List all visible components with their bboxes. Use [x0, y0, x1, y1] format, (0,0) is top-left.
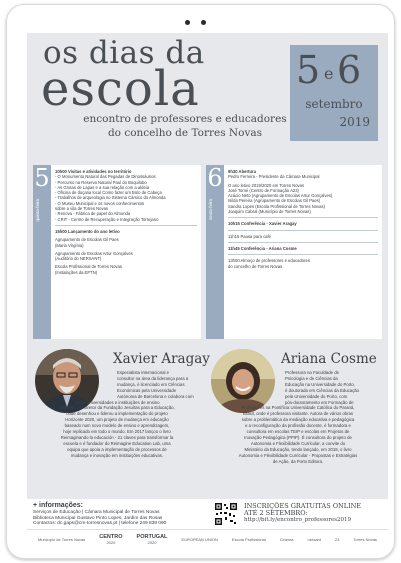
logo-caption: 23: [334, 537, 340, 542]
bio-line: sobre a problemática da mediação educativa e pedagógica: [241, 417, 355, 423]
logo-caption: EUROPEAN UNION: [181, 537, 218, 542]
camera-dot: [185, 20, 190, 25]
schedule-body: [228, 169, 378, 269]
schedule-line: Agrupamento de Escolas Gil Paes: [55, 237, 119, 243]
schedule-line: - O Museu Municipal e os novos conhecimentos: [55, 200, 145, 206]
schedule-day5: [33, 165, 201, 339]
bio-line: Professores na Pontifícia Universidade Católica do Paraná,: [241, 405, 355, 411]
day-strip: [33, 165, 51, 339]
sponsor-logo: [335, 538, 339, 542]
logo-caption: nersant: [307, 537, 321, 542]
logo-caption: Escola Profissional: [231, 537, 266, 542]
schedule-line: Acácio Neto (Agrupamento de Escolas Artur Gonçalves): [228, 193, 333, 199]
registration-text: INSCRIÇÕES GRATUITAS ONLINE: [244, 502, 362, 510]
bio-line: mudança e inovação em instituições educativas.: [70, 452, 164, 458]
bio-line: pela Universidade do Porto, com: [285, 393, 348, 399]
sponsor-logo: [280, 538, 294, 542]
bio-line: onde desenhou e liderou a implementação do projeto: [66, 411, 168, 417]
date-conj: e: [324, 64, 334, 83]
bio-line: Autonomia e Flexibilidade Curricular, a convite do: [250, 440, 346, 446]
bio-line: Ministério da Educação, tendo lançado, em 2018, o livro: [244, 446, 352, 452]
schedule-line: - Percurso na Reserva Natural Paul do Boquilobo: [55, 179, 147, 185]
bio-line: equipa que apoia a implementação de processos de: [67, 446, 167, 452]
schedule-line: Escola Profissional de Torres Novas: [55, 264, 122, 270]
bio-line: baseado num novo modelo de ensino e aprendizagem,: [64, 423, 170, 429]
sponsor-logo: [353, 538, 377, 542]
date-day1: 5: [296, 48, 321, 92]
bio-line: Professora na Faculdade de: [285, 370, 339, 375]
logo-caption: Município de Torres Novas: [38, 537, 86, 542]
poster-subtitle: [65, 113, 305, 140]
schedule-line: 10h00 Visitas e atividades no território: [55, 169, 132, 174]
sponsor-logo: [232, 538, 266, 542]
bio-line: pós-doutoramento em Formação de: [285, 399, 354, 405]
date-day2: 6: [337, 48, 362, 92]
schedule-line: (Auditório do NERSANT): [55, 256, 102, 262]
camera-dot: [201, 20, 206, 25]
bio-line: e a reconfiguração da profissão docente, é formadora e: [245, 423, 351, 429]
schedule-line: 13h00 Almoço de professores e educadores: [228, 254, 378, 263]
schedule-line: - Renova - Fábrica de papel do Almonda: [55, 211, 131, 217]
info-line[interactable]: Contactos: dc.gaps@cm-torresnovas.pt | telefone 249 839 090: [33, 521, 167, 527]
schedule-line: sobre a vila de Torres Novas: [55, 206, 108, 212]
bio-line: de Ação, da Porto Editora.: [272, 458, 324, 464]
logo-caption: 2020: [147, 539, 157, 545]
day-number: 5: [34, 164, 50, 192]
qr-code-icon[interactable]: [214, 502, 238, 526]
bio-line: é doutorada em Ciências da Educação: [285, 387, 360, 393]
schedule-line: - O Monumento Natural das Pegadas de Dinossáurios: [55, 174, 156, 180]
logo-label: PORTUGAL: [136, 534, 168, 541]
date-box: [290, 45, 378, 141]
speaker-name: Ariana Cosme: [281, 351, 377, 367]
bio-line: Brasil, onde é professora visitante. Autora de vários obras: [242, 411, 354, 417]
info-line: Biblioteca Municipal Gustavo Pinto Lopes, Jardim das Rosas: [33, 515, 163, 521]
speaker-ariana: [207, 345, 388, 493]
schedule-line: (Instalações da EPTN): [55, 269, 98, 275]
schedule-line: Agrupamento de Escolas Artur Gonçalves: [55, 250, 133, 256]
schedule-line: O ano letivo 2019/2020 em Torres Novas: [228, 182, 305, 188]
speaker-bio: [31, 370, 203, 459]
poster-title-line2: escola: [41, 61, 200, 117]
bio-line: Económicas pela Universidade: [117, 387, 176, 393]
contact-block: [33, 502, 166, 527]
sponsor-logos: [27, 529, 388, 550]
bio-line: Horizonte 2020, um projeto de mudança em educação: [65, 417, 169, 423]
day-strip: [206, 165, 224, 339]
logo-caption: 2020: [106, 539, 116, 545]
schedule-line: - Oficina de doçaria local Como fazer um Bolo de Cabeça: [55, 190, 162, 196]
schedule-line: 11h45 Conferência - Ariana Cosme: [228, 242, 378, 251]
bio-line: Especialista internacional e: [117, 370, 170, 375]
schedule-line: Sandra Lopes (Escola Profissional de Torres Novas): [228, 203, 325, 209]
subtitle-line: encontro de professores e educadores: [83, 113, 287, 125]
schedule-line: (Maria Virgínia): [55, 242, 84, 248]
bio-line: escuela e é fundador do Reimagine Education Lab, uma: [63, 440, 171, 446]
sponsor-logo: [308, 538, 321, 542]
speaker-name: Xavier Aragay: [113, 351, 210, 367]
date-month: setembro: [305, 97, 363, 111]
schedule-line: - CRIT - Centro de Recuperação e Integração Torrejano: [55, 216, 159, 222]
registration-deadline: ATÉ 2 SETEMBRO:: [244, 509, 308, 517]
info-heading: + informações:: [33, 502, 83, 509]
logo-caption: Cinema: [279, 537, 294, 542]
schedule-line: Isilda Pereira (Agrupamento de Escolas Gil Paes): [228, 198, 321, 204]
sponsor-logo: [99, 535, 122, 545]
date-year: 2019: [339, 115, 370, 129]
tablet-frame: [6, 4, 395, 559]
schedule-line: 9h30 Abertura: [228, 169, 257, 174]
bio-line: Reimaginando la educación - 21 claves para transformar la: [60, 434, 174, 440]
bio-line: Autónoma de Barcelona e colabora com: [117, 393, 194, 399]
bio-line: superior. Foi diretor da Fundação Jesuítas para a Educação,: [59, 405, 175, 411]
day-number: 6: [207, 164, 223, 192]
subtitle-line: do concelho de Torres Novas: [107, 126, 263, 139]
schedule-line: 11h15 Pausa para café: [228, 230, 378, 239]
logo-label: CENTRO: [99, 534, 123, 541]
sponsor-logo: [38, 538, 85, 542]
schedule-line: Joaquim Cabral (Município de Torres Novas): [228, 209, 311, 215]
logo-caption: Torres Novas: [353, 537, 377, 542]
day-weekday: sexta-feira: [208, 199, 213, 221]
schedule-line: José Tomé (Centro de Formação A23): [228, 187, 299, 193]
schedule-day6: [206, 165, 382, 339]
sponsor-logo: [181, 538, 217, 542]
schedule-body: [55, 169, 197, 275]
bio-line: Inovação Pedagógica (PPIP). É consultora do projeto de: [244, 434, 352, 440]
registration-block: [244, 503, 361, 524]
day-weekday: quinta-feira: [35, 199, 40, 222]
schedule-line: do concelho de Torres Novas: [228, 263, 283, 269]
bio-line: Autonomia e Flexibilidade Curricular - Propostas e Estratégias: [238, 452, 358, 458]
info-line: Serviços de Educação | Câmara Municipal de Torres Novas: [33, 510, 160, 515]
schedule-line: Pedro Ferreira - Presidente da Câmara Municipal: [228, 174, 320, 180]
bio-line: hoje replicado em todo o mundo. Em 2017 lançou o livro: [63, 429, 171, 435]
poster-title-line1: os dias da: [43, 35, 205, 71]
bio-line: Educação na Universidade do Porto,: [285, 381, 355, 387]
speaker-xavier: [27, 345, 210, 493]
poster: [27, 33, 388, 550]
bio-line: Psicologia e de Ciências da: [285, 375, 338, 381]
registration-link[interactable]: http://bit.ly/encontro_professores2019: [244, 517, 352, 523]
schedule-line: - As Grutas de Lapas e a sua relação com a aldeia: [55, 184, 150, 190]
bio-line: consultora em escolas TEIP e escolas em Projetos de: [246, 429, 350, 435]
schedule-line: 10h15 Conferência - Xavier Aragay: [228, 217, 378, 226]
speaker-bio: [211, 370, 385, 465]
bio-line: consultor na área da liderança para a: [117, 375, 189, 381]
schedule-line: 15h00 Lançamento do ano letivo: [55, 225, 197, 234]
schedule-line: - Trabalhos de arqueologia no Sistema Cársico do Almonda: [55, 195, 166, 201]
bio-line: mudança, é licenciado em Ciências: [117, 381, 185, 387]
sponsor-logo: [137, 535, 168, 545]
info-panel: [27, 499, 388, 529]
bio-line: várias universidades e instituições de ensino: [74, 399, 160, 405]
